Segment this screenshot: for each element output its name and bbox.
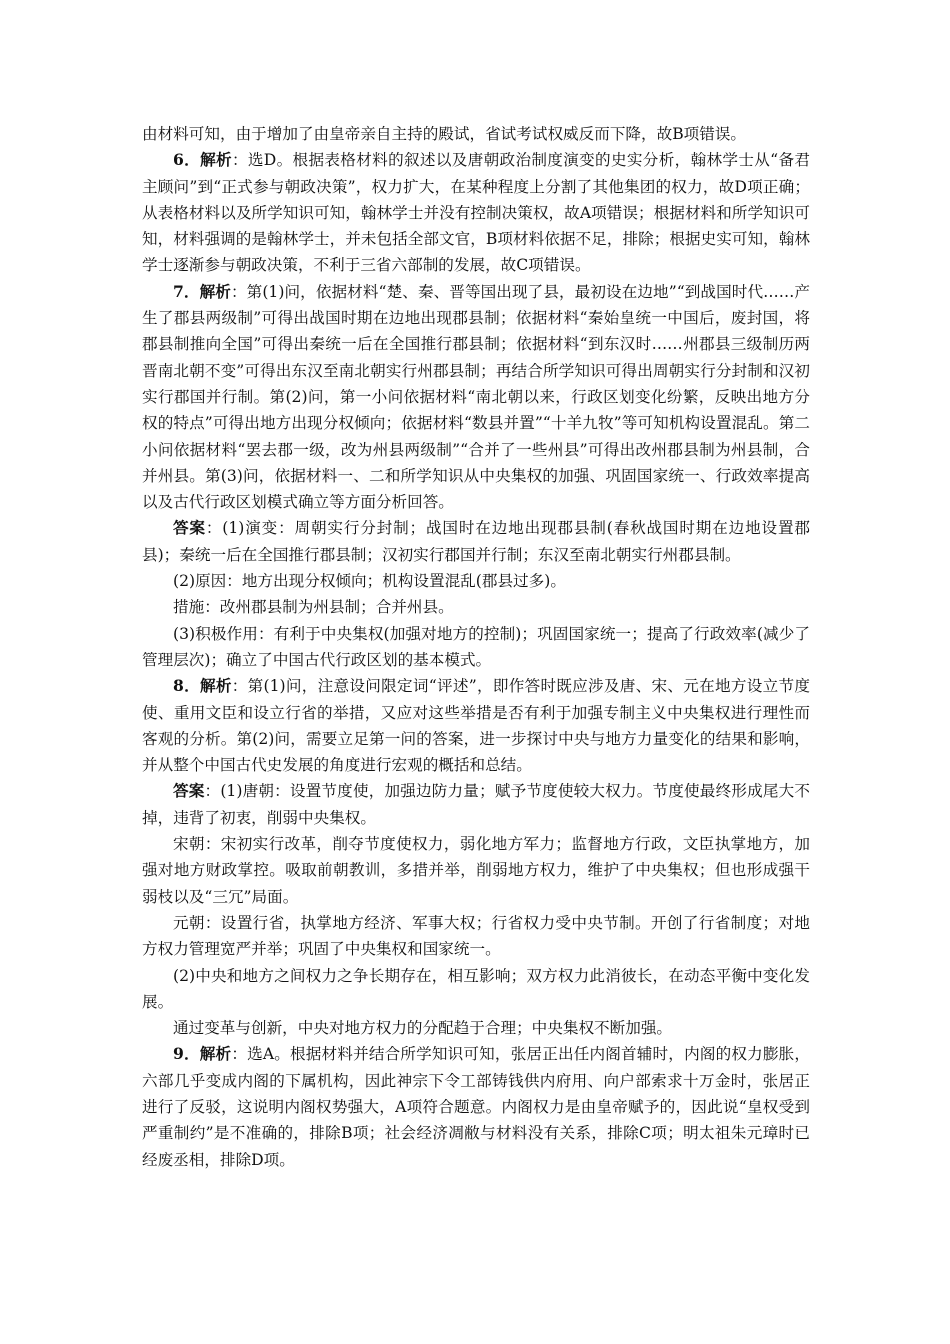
paragraph-q8-answer-2-cont xyxy=(142,1015,810,1041)
paragraph-text: 元朝：设置行省，执掌地方经济、军事大权；行省权力受中央节制。开创了行省制度；对地方权力管理宽严并举；巩固了中央集权和国家统一。 xyxy=(142,913,810,959)
answer-label: 答案 xyxy=(173,781,205,801)
paragraph-text: (2)原因：地方出现分权倾向；机构设置混乱(郡县过多)。 xyxy=(173,572,566,591)
paragraph-text: ：(1)演变：周朝实行分封制；战国时在边地出现郡县制(春秋战国时期在边地设置郡县)；秦统一后在全国推行郡县制；汉初实行郡国并行制；东汉至南北朝实行州郡县制。 xyxy=(142,519,810,564)
analysis-label: 6．解析 xyxy=(173,150,232,170)
paragraph-text: ：选A。根据材料并结合所学知识可知，张居正出任内阁首辅时，内阁的权力膨胀，六部几乎变成内阁的下属机构，因此神宗下令工部铸钱供内府用、向户部索求十万金时，张居正进行了反驳，这说明内阁权势强大，A项符合题意。内阁权力是由皇帝赋予的，因此说“皇权受到严重制约”是不准确的，排除B项；社会经济凋敝与材料没有关系，排除C项；明太祖朱元璋时已经废丞相，排除D项。 xyxy=(142,1045,810,1169)
paragraph-q8-answer-tang xyxy=(142,778,810,831)
paragraph-text: ：选D。根据表格材料的叙述以及唐朝政治制度演变的史实分析，翰林学士从“备君主顾问”到“正式参与朝政决策”，权力扩大，在某种程度上分割了其他集团的权力，故D项正确；从表格材料以及所学知识可知，翰林学士并没有控制决策权，故A项错误；根据材料和所学知识可知，材料强调的是翰林学士，并未包括全部文官，B项材料依据不足，排除；根据史实可知，翰林学士逐渐参与朝政决策，不利于三省六部制的发展，故C项错误。 xyxy=(142,151,810,275)
paragraph-q9-analysis xyxy=(142,1041,810,1172)
answer-label: 答案 xyxy=(173,518,206,538)
paragraph-q8-answer-2 xyxy=(142,963,810,1016)
paragraph-text: ：第(1)问，注意设问限定词“评述”，即作答时既应涉及唐、宋、元在地方设立节度使、重用文臣和设立行省的举措，又应对这些举措是否有利于加强专制主义中央集权进行理性而客观的分析。第(2)问，需要立足第一问的答案，进一步探讨中央与地方力量变化的结果和影响，并从整个中国古代史发展的角度进行宏观的概括和总结。 xyxy=(142,677,810,775)
paragraph-5-tail xyxy=(142,121,810,147)
paragraph-q8-analysis xyxy=(142,673,810,778)
paragraph-q7-analysis xyxy=(142,279,810,516)
paragraph-text: (2)中央和地方之间权力之争长期存在，相互影响；双方权力此消彼长，在动态平衡中变化发展。 xyxy=(142,966,810,1011)
paragraph-text: 由材料可知，由于增加了由皇帝亲自主持的殿试，省试考试权威反而下降，故B项错误。 xyxy=(142,125,747,143)
paragraph-q8-answer-yuan xyxy=(142,910,810,963)
analysis-label: 8．解析 xyxy=(173,676,232,696)
analysis-label: 7．解析 xyxy=(173,281,231,301)
paragraph-q7-answer-2-reason xyxy=(142,568,810,594)
paragraph-text: 通过变革与创新，中央对地方权力的分配趋于合理；中央集权不断加强。 xyxy=(173,1019,673,1038)
answer-page xyxy=(142,121,810,1173)
paragraph-text: ：第(1)问，依据材料“楚、秦、晋等国出现了县，最初设在边地”“到战国时代……产生了郡县两级制”可得出战国时期在边地出现郡县制；依据材料“秦始皇统一中国后，废封国，将郡县制推向全国”可得出秦统一后在全国推行郡县制；依据材料“到东汉时……州郡县三级制历两晋南北朝不变”可得出东汉至南北朝实行州郡县制；再结合所学知识可得出周朝实行分封制和汉初实行郡国并行制。第(2)问，第一小问依据材料“南北朝以来，行政区划变化纷繁，反映出地方分权的特点”可得出地方出现分权倾向；依据材料“数县并置”“十羊九牧”等可知机构设置混乱。第二小问依据材料“罢去郡一级，改为州县两级制”“合并了一些州县”可得出改州郡县制为州县制，合并州县。第(3)问，依据材料一、二和所学知识从中央集权的加强、巩固国家统一、行政效率提高以及古代行政区划模式确立等方面分析回答。 xyxy=(142,282,810,512)
paragraph-q8-answer-song xyxy=(142,831,810,910)
paragraph-text: 宋朝：宋初实行改革，削夺节度使权力，弱化地方军力；监督地方行政，文臣执掌地方，加强对地方财政掌控。吸取前朝教训，多措并举，削弱地方权力，维护了中央集权；但也形成强干弱枝以及“三冗”局面。 xyxy=(142,835,810,906)
paragraph-text: ：(1)唐朝：设置节度使，加强边防力量；赋予节度使较大权力。节度使最终形成尾大不掉，违背了初衷，削弱中央集权。 xyxy=(142,782,810,827)
paragraph-q7-answer-2-measure xyxy=(142,594,810,620)
paragraph-text: 措施：改州郡县制为州县制；合并州县。 xyxy=(173,598,454,617)
paragraph-q6-analysis xyxy=(142,147,810,278)
paragraph-q7-answer-1 xyxy=(142,515,810,568)
analysis-label: 9．解析 xyxy=(173,1044,232,1064)
paragraph-q7-answer-3 xyxy=(142,621,810,674)
paragraph-text: (3)积极作用：有利于中央集权(加强对地方的控制)；巩固国家统一；提高了行政效率(减少了管理层次)；确立了中国古代行政区划的基本模式。 xyxy=(142,624,810,669)
